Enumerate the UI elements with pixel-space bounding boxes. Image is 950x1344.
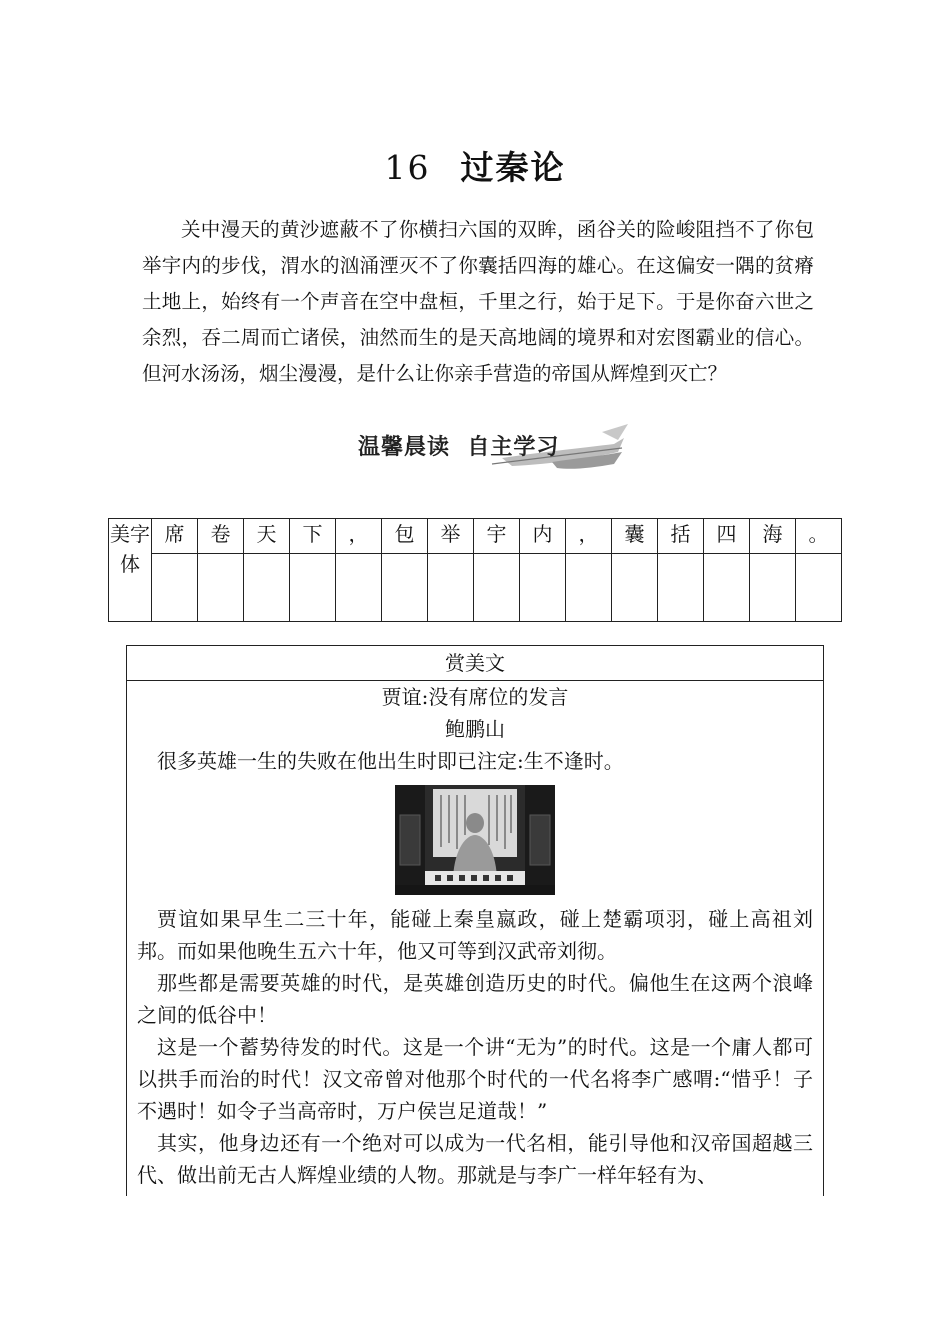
appreciation-box (126, 645, 824, 1196)
model-character: 内 (520, 519, 566, 554)
model-character: 四 (704, 519, 750, 554)
lesson-name: 过秦论 (460, 148, 566, 187)
model-character: ， (566, 519, 612, 554)
model-character: 天 (244, 519, 290, 554)
writing-cell[interactable] (566, 554, 612, 622)
calligraphy-practice-table (108, 518, 842, 622)
practice-row-model (109, 519, 842, 554)
intro-paragraph: 关中漫天的黄沙遮蔽不了你横扫六国的双眸，函谷关的险峻阻挡不了你包举宇内的步伐，渭水的汹涌湮灭不了你囊括四海的雄心。在这偏安一隅的贫瘠土地上，始终有一个声音在空中盘桓，千里之行，始于足下。于是你奋六世之余烈，吞二周而亡诸侯，油然而生的是天高地阔的境界和对宏图霸业的信心。但河水汤汤，烟尘漫漫，是什么让你亲手营造的帝国从辉煌到灭亡？ (142, 218, 814, 385)
writing-cell[interactable] (198, 554, 244, 622)
model-character: 席 (152, 519, 198, 554)
model-character: 卷 (198, 519, 244, 554)
writing-cell[interactable] (474, 554, 520, 622)
article-title: 贾谊:没有席位的发言 (381, 685, 569, 709)
writing-cell[interactable] (244, 554, 290, 622)
article-paragraph: 贾谊如果早生二三十年，能碰上秦皇嬴政，碰上楚霸项羽，碰上高祖刘邦。而如果他晚生五六十年，他又可等到汉武帝刘彻。 (137, 907, 813, 963)
writing-cell[interactable] (428, 554, 474, 622)
writing-cell[interactable] (750, 554, 796, 622)
model-character: 举 (428, 519, 474, 554)
writing-cell[interactable] (704, 554, 750, 622)
appreciation-header: 赏美文 (127, 646, 823, 681)
jia-yi-statue-photo (395, 785, 555, 895)
writing-cell[interactable] (152, 554, 198, 622)
article-paragraph: 很多英雄一生的失败在他出生时即已注定:生不逢时。 (157, 749, 624, 773)
lesson-number: 16 (384, 148, 431, 187)
article-paragraph: 这是一个蓄势待发的时代。这是一个讲“无为”的时代。这是一个庸人都可以拱手而治的时代！汉文帝曾对他那个时代的一代名将李广感喟:“惜乎！子不遇时！如令子当高帝时，万户侯岂足道哉！” (137, 1035, 813, 1123)
article-paragraph: 其实，他身边还有一个绝对可以成为一代名相，能引导他和汉帝国超越三代、做出前无古人辉煌业绩的人物。那就是与李广一样年轻有为、 (137, 1131, 813, 1187)
section-banner (352, 418, 630, 474)
model-character: 包 (382, 519, 428, 554)
model-character: 下 (290, 519, 336, 554)
banner-text: 温馨晨读 自主学习 (358, 435, 560, 460)
writing-cell[interactable] (520, 554, 566, 622)
lesson-title (0, 142, 950, 189)
model-character: 括 (658, 519, 704, 554)
writing-cell[interactable] (612, 554, 658, 622)
writing-cell[interactable] (336, 554, 382, 622)
practice-label: 美字体 (109, 519, 152, 622)
model-character: 海 (750, 519, 796, 554)
appreciation-content (127, 681, 823, 1191)
writing-cell[interactable] (658, 554, 704, 622)
practice-row-writing (109, 554, 842, 622)
model-character: 。 (796, 519, 842, 554)
article-author: 鲍鹏山 (445, 717, 505, 741)
model-character: ， (336, 519, 382, 554)
model-character: 囊 (612, 519, 658, 554)
writing-cell[interactable] (290, 554, 336, 622)
model-character: 宇 (474, 519, 520, 554)
writing-cell[interactable] (796, 554, 842, 622)
article-paragraph: 那些都是需要英雄的时代，是英雄创造历史的时代。偏他生在这两个浪峰之间的低谷中！ (137, 971, 813, 1027)
writing-cell[interactable] (382, 554, 428, 622)
